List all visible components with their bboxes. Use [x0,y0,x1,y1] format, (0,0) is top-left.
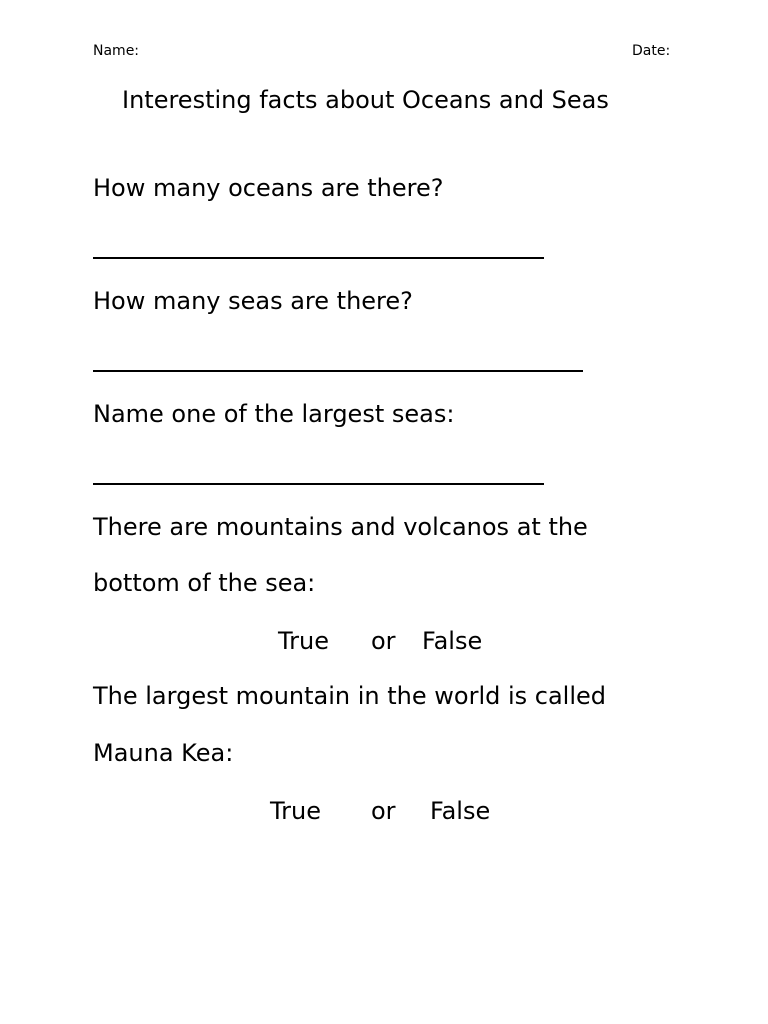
answer-line-2[interactable] [93,370,583,372]
question-4-text-line2: bottom of the sea: [93,569,316,597]
question-2-text: How many seas are there? [93,287,413,315]
question-4-text-line1: There are mountains and volcanos at the [93,513,588,541]
question-1-text: How many oceans are there? [93,174,444,202]
answer-line-3[interactable] [93,483,544,485]
answer-line-1[interactable] [93,257,544,259]
question-3-text: Name one of the largest seas: [93,400,455,428]
question-5-text-line1: The largest mountain in the world is called [93,682,607,710]
page-title: Interesting facts about Oceans and Seas [122,86,609,114]
question-5-text-line2: Mauna Kea: [93,739,234,767]
question-5-true-option[interactable]: True [270,797,321,825]
question-4-or-text: or [371,627,396,655]
question-4-false-option[interactable]: False [422,627,483,655]
question-5-or-text: or [371,797,396,825]
name-label: Name: [93,43,140,59]
question-5-false-option[interactable]: False [430,797,491,825]
date-label: Date: [632,43,671,59]
question-4-true-option[interactable]: True [278,627,329,655]
